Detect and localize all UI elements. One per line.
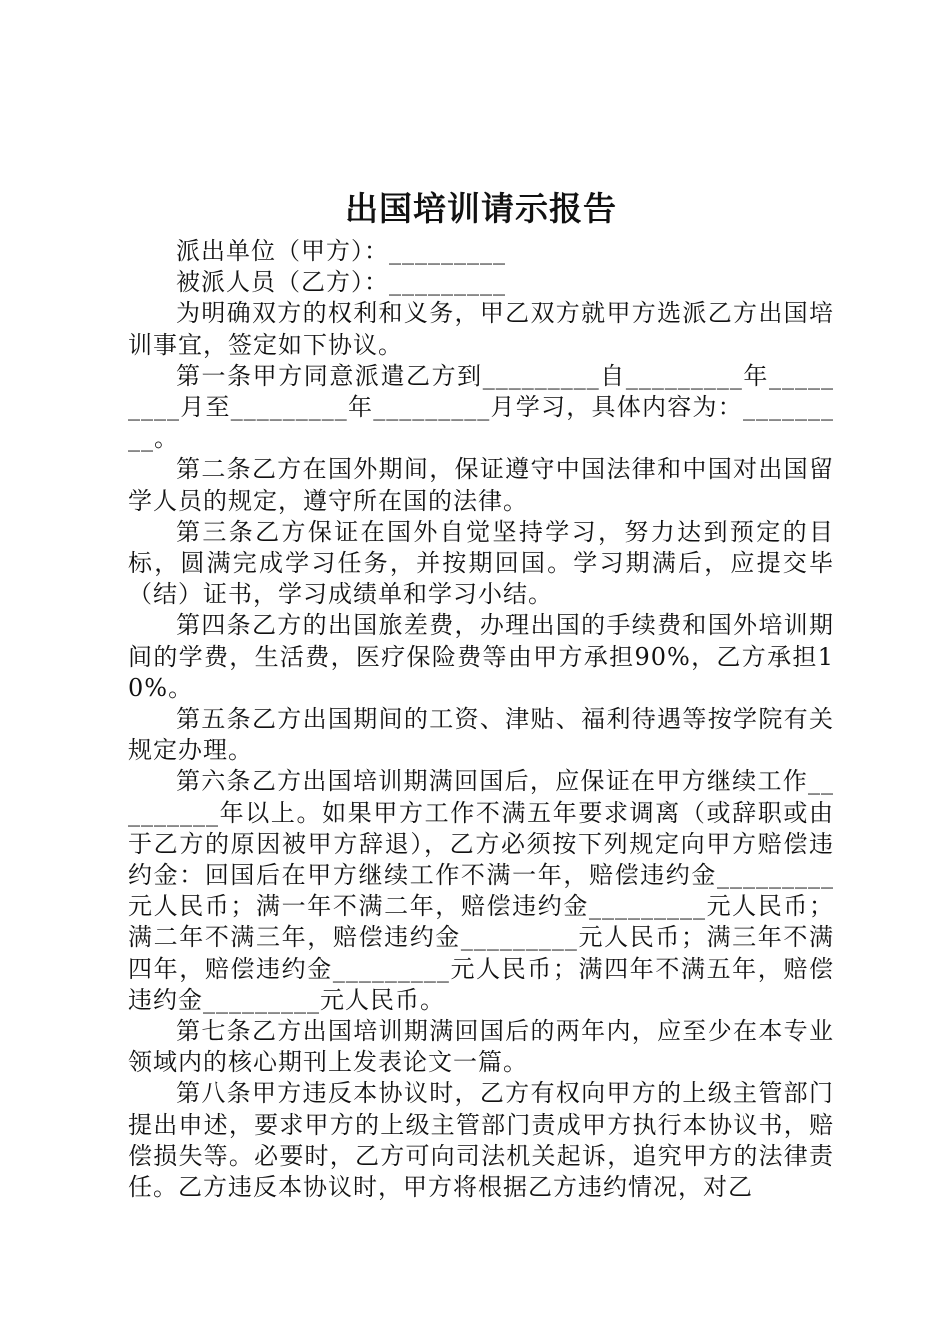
- paragraph-article-8: 第八条甲方违反本协议时，乙方有权向甲方的上级主管部门提出申述，要求甲方的上级主管部门责成甲方执行本协议书，赔偿损失等。必要时，乙方可向司法机关起诉，追究甲方的法律责任。乙方违反本协议时，甲方将根据乙方违约情况，对乙: [128, 1079, 834, 1202]
- paragraph-article-4: 第四条乙方的出国旅差费，办理出国的手续费和国外培训期间的学费，生活费，医疗保险费等由甲方承担90%，乙方承担10%。: [128, 611, 834, 702]
- paragraph-article-7: 第七条乙方出国培训期满回国后的两年内，应至少在本专业领域内的核心期刊上发表论文一篇。: [128, 1017, 834, 1077]
- paragraph-article-2: 第二条乙方在国外期间，保证遵守中国法律和中国对出国留学人员的规定，遵守所在国的法律。: [128, 455, 834, 515]
- paragraph-preamble: 为明确双方的权利和义务，甲乙双方就甲方选派乙方出国培训事宜，签定如下协议。: [128, 299, 834, 359]
- paragraph-article-3: 第三条乙方保证在国外自觉坚持学习，努力达到预定的目标，圆满完成学习任务，并按期回国。学习期满后，应提交毕（结）证书，学习成绩单和学习小结。: [128, 517, 834, 609]
- document-body: [128, 184, 834, 1203]
- paragraph-article-1: 第一条甲方同意派遣乙方到_________自_________年_________月至_________年_________月学习，具体内容为：_________。: [128, 361, 834, 453]
- paragraph-dispatching-unit: 派出单位（甲方）：_________: [176, 237, 506, 265]
- paragraph-article-6: 第六条乙方出国培训期满回国后，应保证在甲方继续工作_________年以上。如果甲方工作不满五年要求调离（或辞职或由于乙方的原因被甲方辞退），乙方必须按下列规定向甲方赔偿违约金：回国后在甲方继续工作不满一年，赔偿违约金_________元人民币；满一年不满二年，赔偿违约金_________元人民币；满二年不满三年，赔偿违约金_________元人民币；满三年不满四年，赔偿违约金_________元人民币；满四年不满五年，赔偿违约金_________元人民币。: [128, 767, 834, 1014]
- paragraph-article-5: 第五条乙方出国期间的工资、津贴、福利待遇等按学院有关规定办理。: [128, 705, 834, 765]
- paragraph-dispatched-person: 被派人员（乙方）：_________: [176, 268, 506, 297]
- document-title: 出国培训请示报告: [345, 189, 617, 228]
